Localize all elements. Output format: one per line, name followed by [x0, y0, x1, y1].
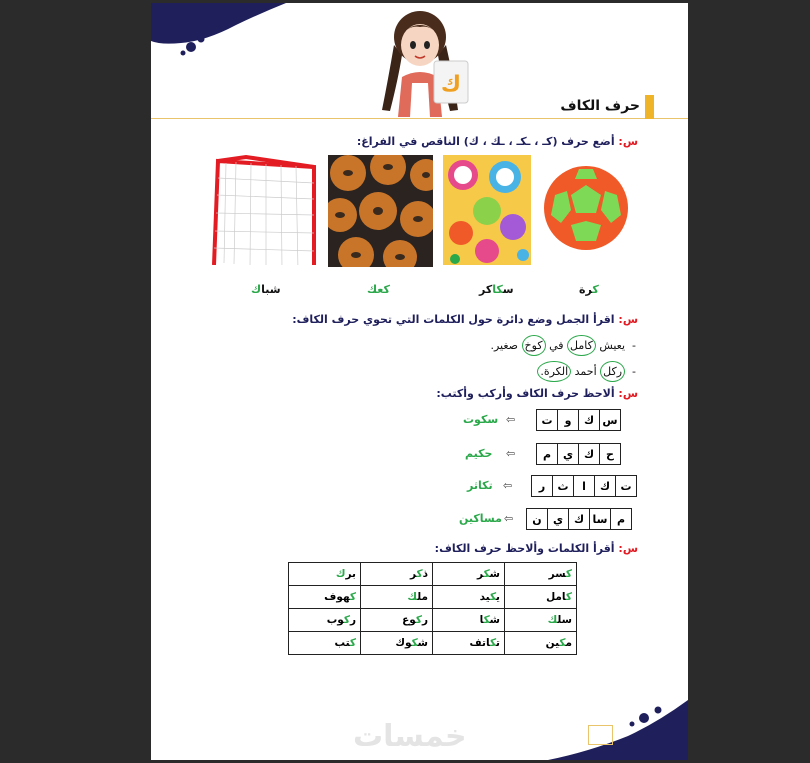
- table-row: [289, 632, 577, 655]
- letter-cell: ك: [569, 509, 590, 530]
- letter-cell: ك: [579, 410, 600, 431]
- word-part: تب: [334, 637, 350, 649]
- kaf-letter: ك: [416, 568, 423, 580]
- left-arrow-icon: ⇦: [506, 413, 516, 426]
- letter-cell: ن: [527, 509, 548, 530]
- composed-word: سكوت: [463, 413, 499, 426]
- word-cell: [433, 586, 505, 609]
- fill-word-1: [579, 283, 599, 296]
- word-part: ت: [496, 637, 500, 649]
- kaf-letter: ك: [565, 591, 572, 603]
- letter-cell: ت: [616, 476, 637, 497]
- word-cell: [505, 632, 577, 655]
- corner-decoration-top: [151, 3, 291, 73]
- question-2: [292, 313, 638, 326]
- fill-word-3: [367, 283, 390, 296]
- word-part: ر: [477, 568, 484, 580]
- circled-word: ركل: [600, 361, 625, 382]
- word-cell: [433, 563, 505, 586]
- word-cell: [289, 586, 361, 609]
- kaf-letter: ك: [349, 637, 356, 649]
- question-mark-label: س:: [618, 387, 638, 400]
- word-part: ش: [417, 637, 428, 649]
- soccer-goal-image: [206, 153, 318, 265]
- word-cell: [289, 632, 361, 655]
- sentence-word: صغير.: [490, 339, 519, 352]
- word-cell: [505, 609, 577, 632]
- word-pre: شبا: [261, 283, 281, 296]
- circled-word: كامل: [567, 335, 596, 356]
- letter-cell: ث: [553, 476, 574, 497]
- question-text: أقرأ الكلمات وألاحظ حرف الكاف:: [434, 542, 619, 555]
- letters-grid-4: [526, 508, 632, 530]
- word-part: هوف: [324, 591, 350, 603]
- kaak-bread-image: [328, 155, 433, 267]
- letter-cell: م: [611, 509, 632, 530]
- word-part: سر: [548, 568, 566, 580]
- page-title: حرف الكاف: [560, 98, 640, 114]
- sentence-word: في: [549, 339, 564, 352]
- page-number: 22: [588, 725, 613, 745]
- fill-word-4: [251, 283, 281, 296]
- ball-image: [541, 155, 631, 267]
- composed-word: حكيم: [465, 447, 493, 460]
- circled-word: كوخ: [522, 335, 546, 356]
- document-page: [151, 3, 688, 760]
- kaf-letter: ك: [547, 614, 558, 626]
- kaf-words-table: [288, 562, 577, 655]
- word-part: وع: [402, 614, 416, 626]
- kaf-letter: ك: [489, 637, 497, 649]
- kaf-letter: ك: [565, 568, 572, 580]
- word-part: ش: [489, 568, 500, 580]
- word-pre: س: [502, 283, 514, 296]
- word-part: ذ: [422, 568, 428, 580]
- word-rest: كر: [479, 283, 493, 296]
- table-row: [289, 609, 577, 632]
- word-cell: [433, 609, 505, 632]
- composed-word: تكاثر: [467, 479, 493, 492]
- left-arrow-icon: ⇦: [506, 447, 516, 460]
- word-cell: [361, 609, 433, 632]
- table-row: [289, 586, 577, 609]
- letter-cell: م: [537, 444, 558, 465]
- letter-cell: ح: [600, 444, 621, 465]
- composed-word: مساكين: [459, 512, 502, 525]
- sentence-1: - يعيش كامل في كوخ صغير.: [490, 335, 636, 356]
- letter-cell: ا: [574, 476, 595, 497]
- word-cell: [361, 632, 433, 655]
- girl-holding-letter-card-illustration: [376, 5, 486, 117]
- question-text: اقرأ الجمل وضع دائرة حول الكلمات التي تحوي حرف الكاف:: [292, 313, 619, 326]
- missing-letter: كا: [492, 283, 503, 296]
- question-mark-label: س:: [618, 313, 638, 326]
- word-part: ر: [409, 568, 417, 580]
- word-rest: رة: [579, 283, 593, 296]
- word-part: م: [565, 637, 572, 649]
- letter-cell: س: [600, 410, 621, 431]
- question-text: أضع حرف (كـ ، ـكـ ، ـك ، ك) الناقص في الفراغ:: [356, 135, 619, 148]
- sentence-word: أحمد: [574, 365, 597, 378]
- left-arrow-icon: ⇦: [503, 479, 513, 492]
- letter-cell: ك: [579, 444, 600, 465]
- word-part: بر: [345, 568, 356, 580]
- word-part: ر: [349, 614, 356, 626]
- kaf-letter: ك: [489, 591, 497, 603]
- letter-cell: و: [558, 410, 579, 431]
- missing-letter: ك: [251, 283, 262, 296]
- sentence-word: يعيش: [599, 339, 626, 352]
- word-cell: [289, 563, 361, 586]
- word-part: يد: [479, 591, 490, 603]
- kaf-letter: ك: [411, 637, 418, 649]
- word-cell: [361, 586, 433, 609]
- question-mark-label: س:: [618, 135, 638, 148]
- word-cell: [289, 609, 361, 632]
- word-part: ي: [496, 591, 500, 603]
- word-part: ش: [489, 614, 500, 626]
- word-part: اتف: [469, 637, 490, 649]
- left-arrow-icon: ⇦: [504, 512, 514, 525]
- kaf-letter: ك: [415, 614, 422, 626]
- fill-word-2: [479, 283, 514, 296]
- letter-cell: ي: [558, 444, 579, 465]
- question-mark-label: س:: [618, 542, 638, 555]
- title-divider: [151, 118, 688, 119]
- letter-cell: ر: [532, 476, 553, 497]
- circled-word: الكرة.: [537, 361, 571, 382]
- table-row: [289, 563, 577, 586]
- word-part: امل: [546, 591, 566, 603]
- question-3: [436, 387, 638, 400]
- word-part: وك: [395, 637, 412, 649]
- kaf-letter: ك: [407, 591, 418, 603]
- word-part: سل: [557, 614, 572, 626]
- watermark: خمسات: [353, 719, 467, 754]
- kaf-letter: ك: [483, 614, 490, 626]
- question-text: ألاحظ حرف الكاف وأركب وأكتب:: [436, 387, 619, 400]
- word-part: ين: [545, 637, 560, 649]
- missing-letter: كعك: [367, 283, 390, 296]
- sentence-2: - ركل أحمد الكرة.: [537, 361, 636, 382]
- word-cell: [505, 586, 577, 609]
- missing-letter: ك: [592, 283, 599, 296]
- kaf-letter: ك: [559, 637, 566, 649]
- word-cell: [505, 563, 577, 586]
- question-4: [435, 542, 638, 555]
- word-part: وب: [326, 614, 344, 626]
- title-accent-bar: [645, 95, 654, 119]
- corner-decoration-bottom: [548, 700, 688, 760]
- letter-cell: ي: [548, 509, 569, 530]
- kaf-letter: ك: [483, 568, 490, 580]
- word-cell: [433, 632, 505, 655]
- kaf-letter: ك: [335, 568, 346, 580]
- letters-grid-2: [536, 443, 621, 465]
- word-part: ر: [421, 614, 428, 626]
- word-part: مل: [417, 591, 428, 603]
- word-cell: [361, 563, 433, 586]
- question-1: [357, 135, 638, 148]
- candy-sweets-image: [443, 155, 531, 267]
- word-part: ا: [479, 614, 484, 626]
- letter-card-text: ك: [440, 72, 462, 97]
- letter-cell: سا: [590, 509, 611, 530]
- kaf-letter: ك: [349, 591, 356, 603]
- letter-cell: ت: [537, 410, 558, 431]
- letter-cell: ك: [595, 476, 616, 497]
- kaf-letter: ك: [343, 614, 350, 626]
- letters-grid-1: [536, 409, 621, 431]
- letters-grid-3: [531, 475, 637, 497]
